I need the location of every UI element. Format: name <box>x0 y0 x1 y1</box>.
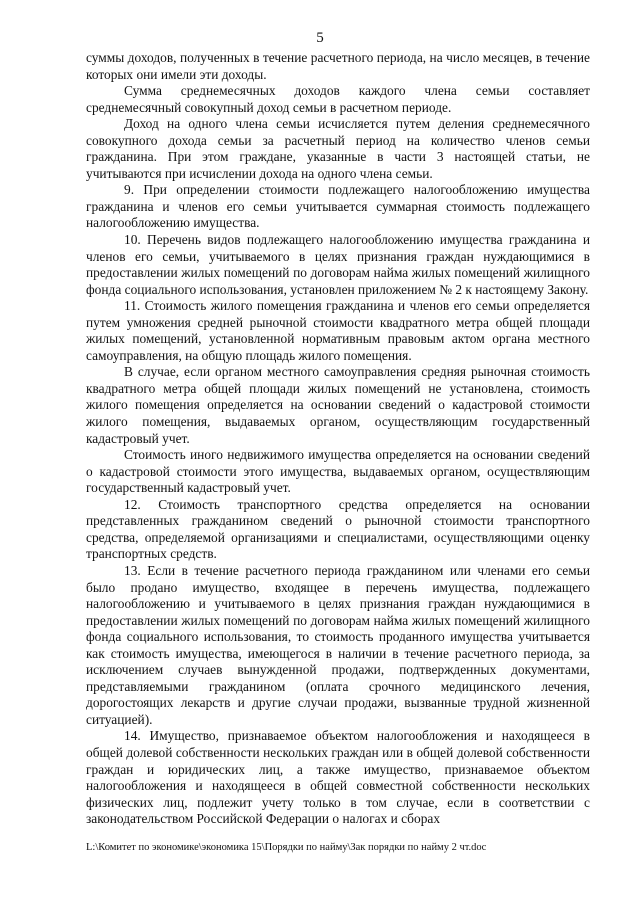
paragraph: 10. Перечень видов подлежащего налогообложению имущества гражданина и членов его семьи, учитываемого в целях признания граждан нуждающимися в предоставлении жилых помещений по договорам найма жилых помещений жилищного фонда социального использования, установлен приложением № 2 к настоящему Закону. <box>86 232 590 297</box>
body-text <box>86 50 590 828</box>
paragraph: 14. Имущество, признаваемое объектом налогообложения и находящееся в общей долевой собственности нескольких граждан или в общей долевой собственности граждан и юридических лиц, а также имущество, признаваемое объектом налогообложения и находящееся в общей совместной собственности нескольких физических лиц, подлежит учету только в том случае, если в соответствии с законодательством Российской Федерации о налогах и сборах <box>86 728 590 827</box>
paragraph: В случае, если органом местного самоуправления средняя рыночная стоимость квадратного метра общей площади жилых помещений не установлена, стоимость жилого помещения определяется на основании сведений о кадастровой стоимости жилого помещения, выдаваемых органом, осуществляющим государственный кадастровый учет. <box>86 364 590 446</box>
paragraph: 11. Стоимость жилого помещения гражданина и членов его семьи определяется путем умножения средней рыночной стоимости квадратного метра общей площади жилых помещений, установленной нормативным правовым актом органа местного самоуправления, на общую площадь жилого помещения. <box>86 298 590 363</box>
paragraph: Доход на одного члена семьи исчисляется путем деления среднемесячного совокупного дохода семьи за расчетный период на количество членов семьи гражданина. При этом граждане, указанные в части 3 настоящей статьи, не учитываются при исчислении дохода на одного члена семьи. <box>86 116 590 181</box>
paragraph: Стоимость иного недвижимого имущества определяется на основании сведений о кадастровой стоимости этого имущества, выдаваемых органом, осуществляющим государственный кадастровый учет. <box>86 447 590 496</box>
page-number: 5 <box>316 30 324 46</box>
paragraph: 9. При определении стоимости подлежащего налогообложению имущества гражданина и членов его семьи учитывается суммарная стоимость подлежащего налогообложению имущества. <box>86 182 590 231</box>
footer-file-path: L:\Комитет по экономике\экономика 15\Порядки по найму\Зак порядки по найму 2 чт.doc <box>86 842 487 853</box>
paragraph: суммы доходов, полученных в течение расчетного периода, на число месяцев, в течение которых они имели эти доходы. <box>86 50 590 82</box>
paragraph: Сумма среднемесячных доходов каждого члена семьи составляет среднемесячный совокупный доход семьи в расчетном периоде. <box>86 83 590 115</box>
paragraph: 12. Стоимость транспортного средства определяется на основании представленных гражданином сведений о рыночной стоимости транспортного средства, определяемой организациями и специалистами, осуществляющими оценку транспортных средств. <box>86 496 590 562</box>
paragraph: 13. Если в течение расчетного периода гражданином или членами его семьи было продано имущество, входящее в перечень имущества, подлежащего налогообложению и учитываемого в целях признания граждан нуждающимися в предоставлении жилых помещений по договорам найма жилых помещений жилищного фонда социального использования, то стоимость проданного имущества учитывается как стоимость имущества, имеющегося в наличии в течение расчетного периода, за исключением случаев вынужденной продажи, подтвержденных документами, представляемыми гражданином (оплата срочного медицинского лечения, дорогостоящих лекарств и другие случаи продажи, вызванные трудной жизненной ситуацией). <box>86 562 590 727</box>
